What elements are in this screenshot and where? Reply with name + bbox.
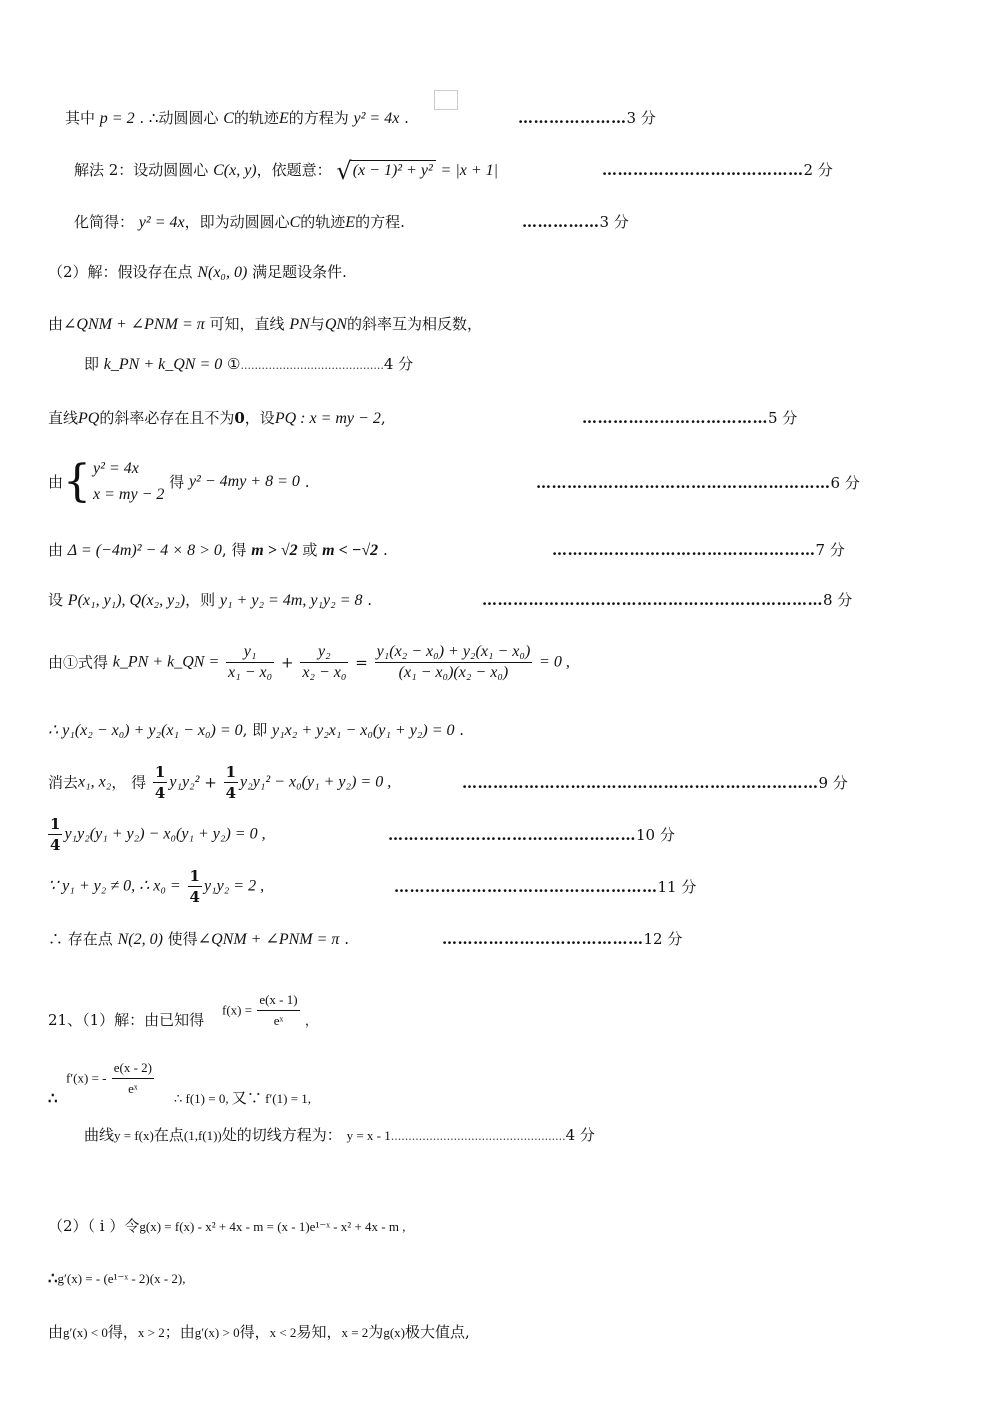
score-label: 12 分 xyxy=(643,930,683,948)
score-13 xyxy=(462,773,848,793)
numerator: y₂ xyxy=(300,642,348,663)
math: y₂y₁² − x₀(y₁ + y₂) = 0 , xyxy=(240,773,392,791)
denominator: (x₁ − x₀)(x₂ − x₀) xyxy=(398,664,509,681)
math: E xyxy=(345,214,356,231)
score-label: 6 分 xyxy=(830,474,860,492)
math: = |x + 1| xyxy=(440,162,499,179)
numerator: e(x - 1) xyxy=(257,990,299,1011)
numerator: e(x - 2) xyxy=(112,1058,154,1079)
math: ∠QNM + ∠PNM = π xyxy=(63,316,205,333)
leader-dots: ………………………………………………………… xyxy=(482,591,823,609)
text: 得 xyxy=(169,473,185,491)
numerator: y₁ xyxy=(226,642,274,663)
score-label: 2 分 xyxy=(803,161,833,179)
math: C xyxy=(289,214,301,231)
math: g′(x) = - (e¹⁻ˣ - 2)(x - 2), xyxy=(57,1271,186,1286)
math: (x − 1)² + y² xyxy=(350,160,436,181)
score-label: 3 分 xyxy=(599,213,629,231)
image-placeholder xyxy=(434,90,458,110)
text: . xyxy=(304,473,310,491)
math: ∴ f(1) = 0, xyxy=(174,1091,229,1106)
text: 或 xyxy=(302,541,318,559)
line-19 xyxy=(84,1125,595,1147)
math: C xyxy=(223,110,234,127)
fraction xyxy=(375,642,533,683)
math: x < 2 xyxy=(269,1325,297,1340)
brace-icon: { xyxy=(63,456,92,507)
score-label: 8 分 xyxy=(823,591,853,609)
line-18 xyxy=(174,1088,311,1109)
math: PN xyxy=(289,316,310,333)
math: g(x) xyxy=(383,1325,405,1340)
math: + xyxy=(280,653,294,672)
math: x = 2 xyxy=(341,1325,369,1340)
fraction xyxy=(257,990,299,1031)
fraction xyxy=(300,642,348,683)
denominator: 4 xyxy=(154,784,166,802)
score-14 xyxy=(388,825,675,845)
math: = 0 , xyxy=(539,653,570,671)
fraction xyxy=(224,762,238,803)
text: 由 xyxy=(48,1323,64,1341)
fraction xyxy=(153,762,167,803)
math: N(2, 0) xyxy=(117,931,163,948)
text: 又∵ xyxy=(231,1089,262,1107)
score-2 xyxy=(602,160,833,180)
math: y₁y₂(y₁ + y₂) − x₀(y₁ + y₂) = 0 , xyxy=(64,825,266,843)
math: p = 2 xyxy=(99,110,135,127)
math: y₁ + y₂ = 4m, y₁y₂ = 8 xyxy=(219,592,363,609)
line-17 xyxy=(48,1010,204,1030)
math: QN xyxy=(324,316,348,333)
score-label: 10 分 xyxy=(636,826,675,844)
text: 的斜率必存在且不为 xyxy=(99,409,235,427)
text: ，设 xyxy=(244,409,275,427)
math: k_PN + k_QN = xyxy=(112,653,220,671)
line-14 xyxy=(46,814,266,855)
math: Δ = (−4m)² − 4 × 8 > 0 xyxy=(67,542,222,559)
fraction xyxy=(188,866,202,907)
denominator: 4 xyxy=(189,888,200,906)
denominator: eˣ xyxy=(273,1013,284,1028)
line-22 xyxy=(48,1322,470,1343)
fraction xyxy=(112,1058,154,1099)
score-7 xyxy=(582,408,797,428)
text: 21、（1）解：由已知得 xyxy=(48,1011,205,1029)
math: y₁y₂² xyxy=(169,773,200,791)
leader-dots: ………………………………………… xyxy=(388,826,636,844)
math: k_PN + k_QN = 0 xyxy=(103,356,223,373)
math: g(x) = f(x) - x² + 4x - m = (x - 1)e¹⁻ˣ - x² + 4x - m , xyxy=(139,1219,406,1234)
line-2 xyxy=(74,157,499,185)
line-13 xyxy=(48,762,391,803)
formula-fprime xyxy=(66,1058,156,1099)
score-label: 9 分 xyxy=(818,774,848,792)
leader-dots: ………………………………………………… xyxy=(536,474,831,492)
score-8 xyxy=(536,473,860,493)
text: 即 xyxy=(84,355,100,373)
line-12 xyxy=(48,720,464,741)
numerator: 1 xyxy=(225,763,237,781)
leader-dots: ………………………………… xyxy=(442,930,644,948)
line-20 xyxy=(48,1216,405,1237)
math: x = my − 2 xyxy=(93,486,165,503)
text: 由 xyxy=(48,541,64,559)
score-16 xyxy=(442,929,682,949)
math: PQ xyxy=(78,410,100,427)
math: P(x₁, y₁), Q(x₂, y₂) xyxy=(67,592,186,609)
math: C(x, y) xyxy=(213,162,257,179)
text: . ∴动圆圆心 xyxy=(139,109,219,127)
text: 的斜率互为相反数， xyxy=(347,315,483,333)
line-4 xyxy=(48,262,347,283)
text: 由 xyxy=(48,473,64,491)
leader-dots: .................................................. xyxy=(390,1130,566,1143)
text: 的方程为 xyxy=(288,109,349,127)
math: g′(x) > 0 xyxy=(194,1325,240,1340)
math: y₁x₂ + y₂x₁ − x₀(y₁ + y₂) = 0 xyxy=(272,722,455,739)
leader-dots: …………… xyxy=(522,213,600,231)
leader-dots: ………………… xyxy=(518,109,627,127)
text: , xyxy=(380,409,386,427)
text: . xyxy=(404,109,409,127)
math: y² = 4x xyxy=(353,110,400,127)
math: (1,f(1)) xyxy=(183,1128,222,1143)
sqrt-icon: √ xyxy=(336,157,352,185)
text: 的方程. xyxy=(355,213,405,231)
text: 设 xyxy=(48,591,64,609)
text: 曲线 xyxy=(84,1126,115,1144)
text: ， xyxy=(304,1013,318,1028)
line-8 xyxy=(48,456,309,508)
text: （2）（ i ）令 xyxy=(48,1217,140,1235)
text: 满足题设条件. xyxy=(252,263,347,281)
fraction xyxy=(48,814,62,855)
text: ，依题意： xyxy=(256,161,332,179)
text: 在点 xyxy=(153,1126,184,1144)
math: g′(x) < 0 xyxy=(63,1325,108,1340)
text: ∴ 存在点 xyxy=(48,930,113,948)
math: y = f(x) xyxy=(114,1128,154,1143)
math: = xyxy=(355,653,368,672)
leader-dots: ……………………………… xyxy=(582,409,768,427)
text: . xyxy=(344,930,349,948)
text: 由①式得 xyxy=(48,653,109,672)
text: 化简得： xyxy=(74,213,135,231)
numerator: 1 xyxy=(50,815,61,833)
leader-dots: ………………………………… xyxy=(602,161,804,179)
line-18-therefore xyxy=(48,1088,58,1108)
math: E xyxy=(278,110,289,127)
numerator: 1 xyxy=(154,763,166,781)
text: . xyxy=(459,721,465,739)
text: ，即为动圆圆心 xyxy=(184,213,290,231)
text: 使得 xyxy=(167,930,198,948)
math: 0 xyxy=(234,409,245,427)
text: 解法 2：设动圆圆心 xyxy=(74,161,209,179)
score-label: 5 分 xyxy=(768,409,798,427)
denominator: x₁ − x₀ xyxy=(228,664,273,681)
numerator: y₁(x₂ − x₀) + y₂(x₁ − x₀) xyxy=(375,642,533,663)
math: m < −√2 xyxy=(322,542,379,559)
text: 极大值点, xyxy=(404,1323,470,1341)
line-1 xyxy=(65,108,409,129)
text: 其中 xyxy=(65,109,96,127)
text: . xyxy=(382,541,388,559)
math: f′(x) = - xyxy=(66,1070,107,1086)
equation-system xyxy=(93,456,164,508)
text: 的轨迹 xyxy=(300,213,346,231)
text: 为 xyxy=(368,1323,384,1341)
math: m > √2 xyxy=(251,542,298,559)
text: 直线 xyxy=(48,409,79,427)
score-1 xyxy=(518,108,656,128)
line-10 xyxy=(48,590,372,611)
math: y² − 4my + 8 = 0 xyxy=(188,473,300,490)
math: ∠QNM + ∠PNM = π xyxy=(197,931,340,948)
score-10 xyxy=(482,590,852,610)
math: y₁y₂ = 2 , xyxy=(203,877,265,895)
line-6 xyxy=(84,354,413,376)
text: . xyxy=(367,591,373,609)
math: x > 2 xyxy=(137,1325,165,1340)
text: 与 xyxy=(309,315,325,333)
score-label: 11 分 xyxy=(657,878,697,896)
line-3 xyxy=(74,212,405,233)
line-15 xyxy=(48,866,264,907)
math: ∴ y₁(x₂ − x₀) + y₂(x₁ − x₀) = 0 xyxy=(48,722,243,739)
score-label: 7 分 xyxy=(815,541,845,559)
score-label: 4 分 xyxy=(383,355,414,373)
text: 得， xyxy=(107,1323,138,1341)
circle-one-icon: ① xyxy=(227,355,241,373)
math: PQ : x = my − 2 xyxy=(274,410,381,427)
math: + xyxy=(204,773,217,792)
line-7 xyxy=(48,408,386,429)
leader-dots: ......................................... xyxy=(240,359,384,372)
score-3 xyxy=(522,212,629,232)
math: y² = 4x xyxy=(93,460,139,477)
math: x₁, x₂ xyxy=(78,773,112,791)
therefore-icon: ∴ xyxy=(48,1089,58,1107)
denominator: eˣ xyxy=(128,1081,138,1096)
math: ∵ y₁ + y₂ ≠ 0, ∴ x₀ = xyxy=(48,877,181,895)
math: f′(1) = 1, xyxy=(265,1091,312,1106)
text: 得， xyxy=(239,1323,270,1341)
formula-f xyxy=(222,990,318,1031)
leader-dots: …………………………………………………………… xyxy=(462,774,819,792)
line-5 xyxy=(48,314,482,335)
text: 由 xyxy=(48,315,64,333)
text: ，则 xyxy=(185,591,216,609)
math: y² = 4x xyxy=(138,214,185,231)
score-label: 3 分 xyxy=(626,109,656,127)
text: 可知，直线 xyxy=(209,315,285,333)
math: y = x - 1 xyxy=(346,1128,391,1143)
leader-dots: …………………………………………… xyxy=(394,878,658,896)
math: N(x₀, 0) xyxy=(197,264,248,281)
text: ；由 xyxy=(164,1323,195,1341)
denominator: 4 xyxy=(50,836,61,854)
denominator: 4 xyxy=(225,784,237,802)
math: f(x) = xyxy=(222,1002,253,1018)
text: ， 得 xyxy=(111,773,147,792)
text: , 即 xyxy=(242,721,268,739)
score-label: 4 分 xyxy=(565,1126,595,1144)
line-11 xyxy=(48,642,570,683)
text: , 得 xyxy=(221,541,247,559)
score-15 xyxy=(394,877,696,897)
text: 消去 xyxy=(48,773,79,792)
denominator: x₂ − x₀ xyxy=(302,664,347,681)
score-9 xyxy=(552,540,845,560)
line-9 xyxy=(48,540,388,561)
numerator: 1 xyxy=(189,867,200,885)
text: 易知， xyxy=(296,1323,342,1341)
fraction xyxy=(226,642,274,683)
text: 的轨迹 xyxy=(233,109,279,127)
text: 处的切线方程为： xyxy=(221,1126,342,1144)
text: （2）解：假设存在点 xyxy=(48,263,193,281)
line-21 xyxy=(48,1268,185,1289)
line-16 xyxy=(48,929,349,950)
therefore-icon: ∴ xyxy=(48,1269,58,1287)
leader-dots: …………………………………………… xyxy=(552,541,816,559)
